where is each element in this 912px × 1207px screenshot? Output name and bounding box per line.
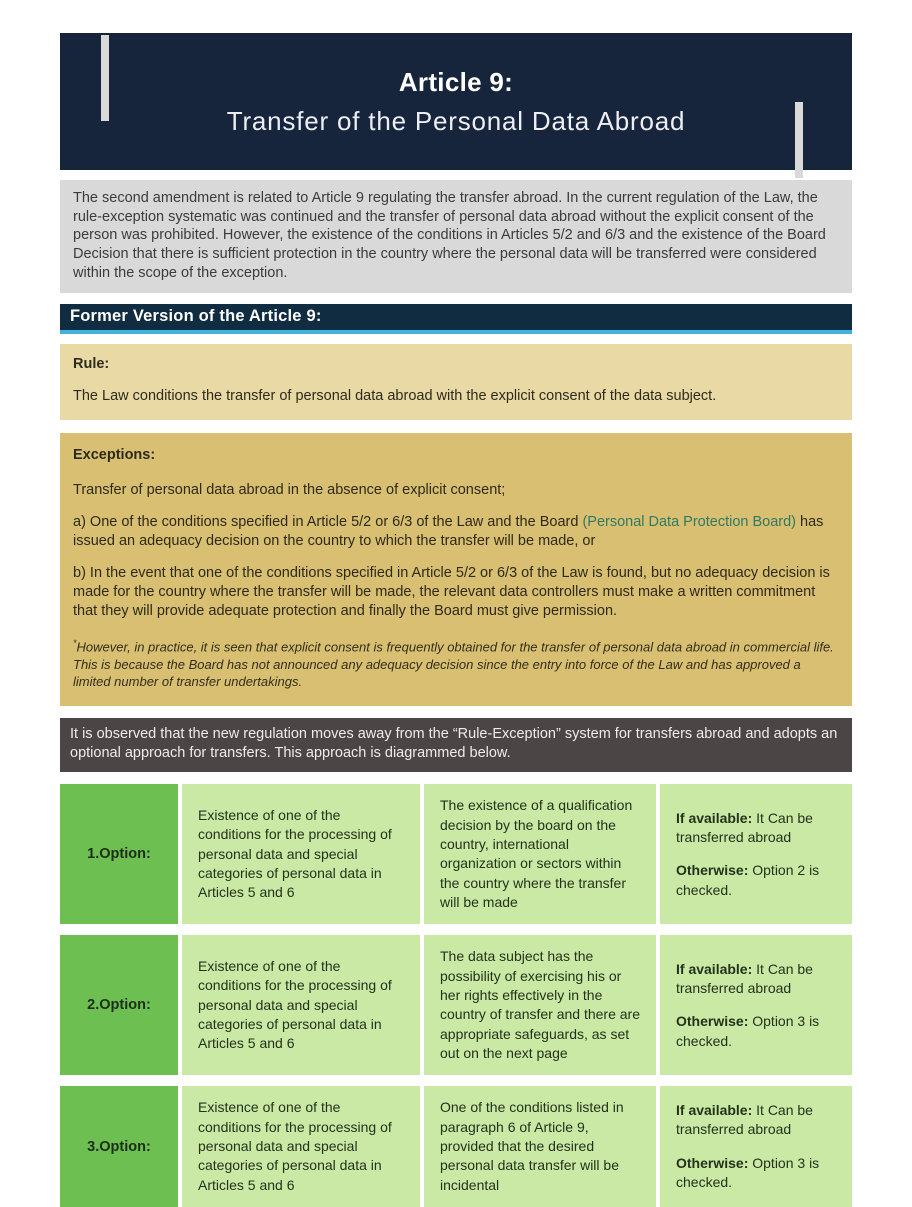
option-1-mechanism: The existence of a qualification decision by the board on the country, international organization or sectors within the country where the transfer will be made bbox=[424, 784, 656, 924]
exceptions-box bbox=[60, 433, 852, 707]
header-banner bbox=[60, 33, 852, 170]
exceptions-intro: Transfer of personal data abroad in the absence of explicit consent; bbox=[73, 481, 506, 498]
exceptions-item-b: b) In the event that one of the conditions specified in Article 5/2 or 6/3 of the Law is found, but no adequacy decision is made for the country where the transfer will be made, the relevant data controllers must make a written commitment that they will provide adequate protection and finally the Board must give permission. bbox=[73, 565, 830, 620]
rule-text: The Law conditions the transfer of personal data abroad with the explicit consent of the data subject. bbox=[73, 387, 717, 404]
option-2-outcome-otherwise: Otherwise: Option 3 is checked. bbox=[676, 1013, 820, 1049]
option-3-mechanism: One of the conditions listed in paragraph 6 of Article 9, provided that the desired personal data transfer will be incidental bbox=[424, 1086, 656, 1207]
former-version-section-header: Former Version of the Article 9: bbox=[60, 304, 852, 334]
page-title: Article 9: bbox=[398, 66, 514, 97]
rule-box bbox=[60, 344, 852, 420]
option-2-condition: Existence of one of the conditions for the processing of personal data and special categories of personal data in Articles 5 and 6 bbox=[182, 935, 420, 1075]
option-3-condition: Existence of one of the conditions for the processing of personal data and special categories of personal data in Articles 5 and 6 bbox=[182, 1086, 420, 1207]
header-accent-bar-right bbox=[795, 102, 803, 178]
rule-heading: Rule: bbox=[73, 355, 110, 372]
option-2-outcome-available: If available: It Can be transferred abroad bbox=[676, 960, 813, 996]
option-3-outcome-available: If available: It Can be transferred abroad bbox=[676, 1101, 813, 1138]
exceptions-heading: Exceptions: bbox=[73, 446, 156, 463]
option-row-1 bbox=[60, 784, 852, 924]
option-1-condition: Existence of one of the conditions for the processing of personal data and special categories of personal data in Articles 5 and 6 bbox=[182, 784, 420, 924]
option-3-outcome-otherwise: Otherwise: Option 3 is checked. bbox=[676, 1154, 820, 1190]
option-2-label: 2.Option: bbox=[60, 935, 178, 1075]
option-3-label: 3.Option: bbox=[60, 1086, 178, 1207]
options-table bbox=[60, 784, 852, 1206]
option-1-outcome-otherwise: Otherwise: Option 2 is checked. bbox=[676, 862, 820, 898]
option-2-mechanism: The data subject has the possibility of exercising his or her rights effectively in the country of transfer and there are appropriate safeguards, as set out on the next page bbox=[424, 935, 656, 1075]
option-2-outcome bbox=[660, 935, 852, 1075]
board-highlight-text: (Personal Data Protection Board) bbox=[582, 513, 797, 530]
footnote-asterisk: * bbox=[73, 638, 77, 649]
header-accent-bar-left bbox=[101, 35, 109, 121]
page-subtitle: Transfer of the Personal Data Abroad bbox=[226, 105, 686, 136]
intro-paragraph: The second amendment is related to Article 9 regulating the transfer abroad. In the current regulation of the Law, the rule-exception systematic was continued and the transfer of personal data abroad without the explicit consent of the person was prohibited. However, the existence of the conditions in Articles 5/2 and 6/3 and the existence of the Board Decision that there is sufficient protection in the country where the personal data will be transferred were considered within the scope of the exception. bbox=[60, 180, 852, 293]
option-1-outcome-available: If available: It Can be transferred abroad bbox=[676, 809, 813, 846]
option-row-3 bbox=[60, 1086, 852, 1207]
option-3-outcome bbox=[660, 1086, 852, 1207]
observation-bar: It is observed that the new regulation moves away from the “Rule-Exception” system for transfers abroad and adopts an optional approach for transfers. This approach is diagrammed below. bbox=[60, 718, 852, 772]
option-1-label: 1.Option: bbox=[60, 784, 178, 924]
exceptions-item-a: a) One of the conditions specified in Article 5/2 or 6/3 of the Law and the Board (Personal Data Protection Board) has issued an adequacy decision on the country to which the transfer will be made, or bbox=[73, 513, 824, 549]
option-row-2 bbox=[60, 935, 852, 1075]
exceptions-footnote: *However, in practice, it is seen that explicit consent is frequently obtained for the transfer of personal data abroad in commercial life. This is because the Board has not announced any adequacy decision since the entry into force of the Law and has approved a limited number of transfer undertakings. bbox=[73, 638, 834, 690]
option-1-outcome bbox=[660, 784, 852, 924]
